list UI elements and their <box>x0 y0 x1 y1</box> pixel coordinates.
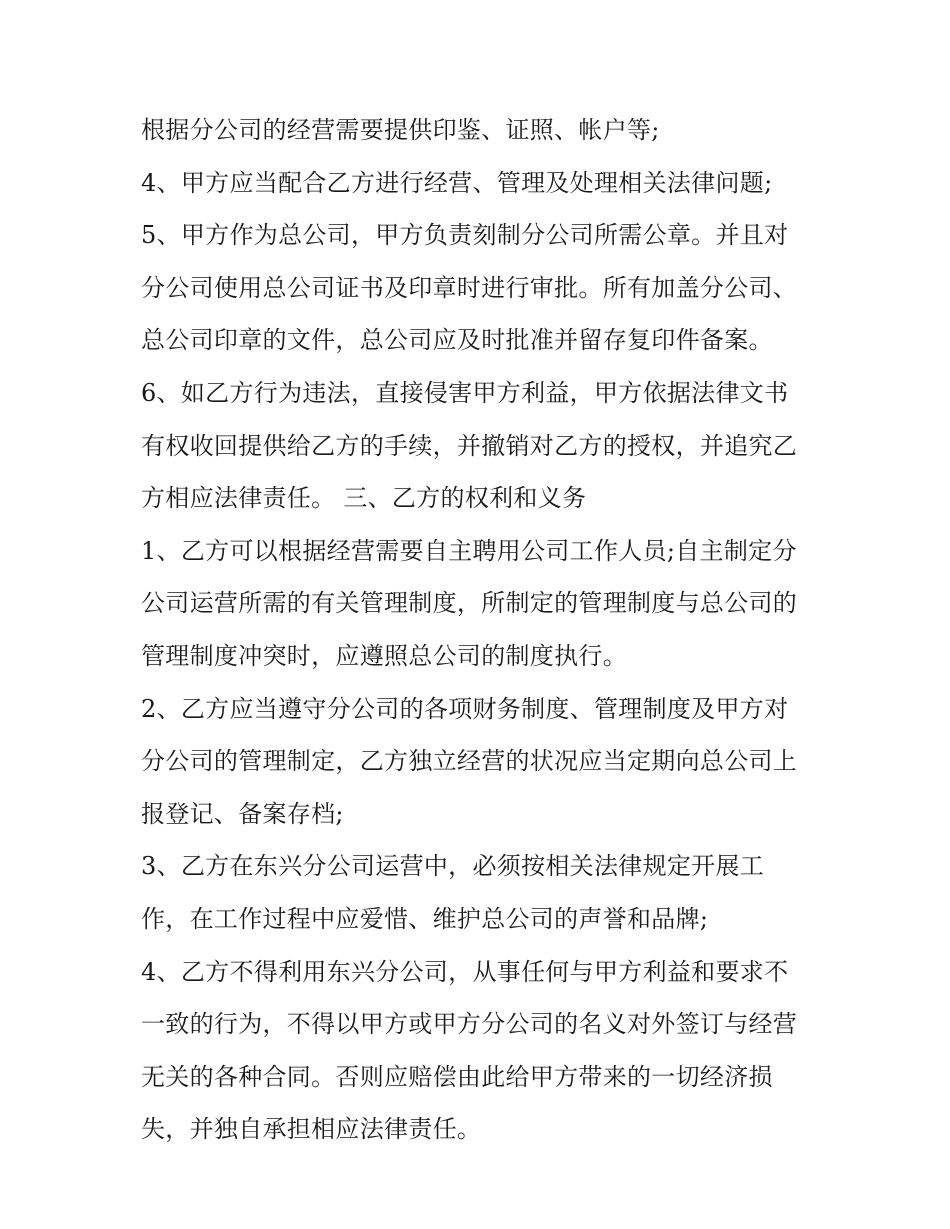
text-line: 报登记、备案存档; <box>141 799 344 828</box>
text-line: 4、甲方应当配合乙方进行经营、管理及处理相关法律问题; <box>141 168 773 197</box>
text-line: 2、乙方应当遵守分公司的各项财务制度、管理制度及甲方对 <box>141 694 789 723</box>
text-line: 分公司的管理制定，乙方独立经营的状况应当定期向总公司上 <box>141 747 798 776</box>
text-line: 失，并独自承担相应法律责任。 <box>141 1115 482 1144</box>
text-line: 管理制度冲突时，应遵照总公司的制度执行。 <box>141 641 627 670</box>
text-line: 4、乙方不得利用东兴分公司，从事任何与甲方利益和要求不 <box>141 957 789 986</box>
document-body <box>141 104 821 1156</box>
text-line: 1、乙方可以根据经营需要自主聘用公司工作人员;自主制定分 <box>141 536 797 565</box>
text-line: 根据分公司的经营需要提供印鉴、证照、帐户等; <box>141 116 660 144</box>
text-line: 公司运营所需的有关管理制度，所制定的管理制度与总公司的 <box>141 589 798 618</box>
text-line: 3、乙方在东兴分公司运营中，必须按相关法律规定开展工 <box>141 852 765 881</box>
text-line: 无关的各种合同。否则应赔偿由此给甲方带来的一切经济损 <box>141 1062 773 1091</box>
text-line: 5、甲方作为总公司，甲方负责刻制分公司所需公章。并且对 <box>141 221 789 250</box>
text-line: 有权收回提供给乙方的手续，并撤销对乙方的授权，并追究乙 <box>141 431 798 460</box>
text-line: 分公司使用总公司证书及印章时进行审批。所有加盖分公司、 <box>141 273 798 302</box>
text-line: 作，在工作过程中应爱惜、维护总公司的声誉和品牌; <box>141 904 709 933</box>
text-line: 方相应法律责任。 三、乙方的权利和义务 <box>141 484 587 513</box>
text-line: 总公司印章的文件，总公司应及时批准并留存复印件备案。 <box>141 326 773 355</box>
text-line: 一致的行为，不得以甲方或甲方分公司的名义对外签订与经营 <box>141 1010 798 1039</box>
text-line: 6、如乙方行为违法，直接侵害甲方利益，甲方依据法律文书 <box>141 378 789 407</box>
